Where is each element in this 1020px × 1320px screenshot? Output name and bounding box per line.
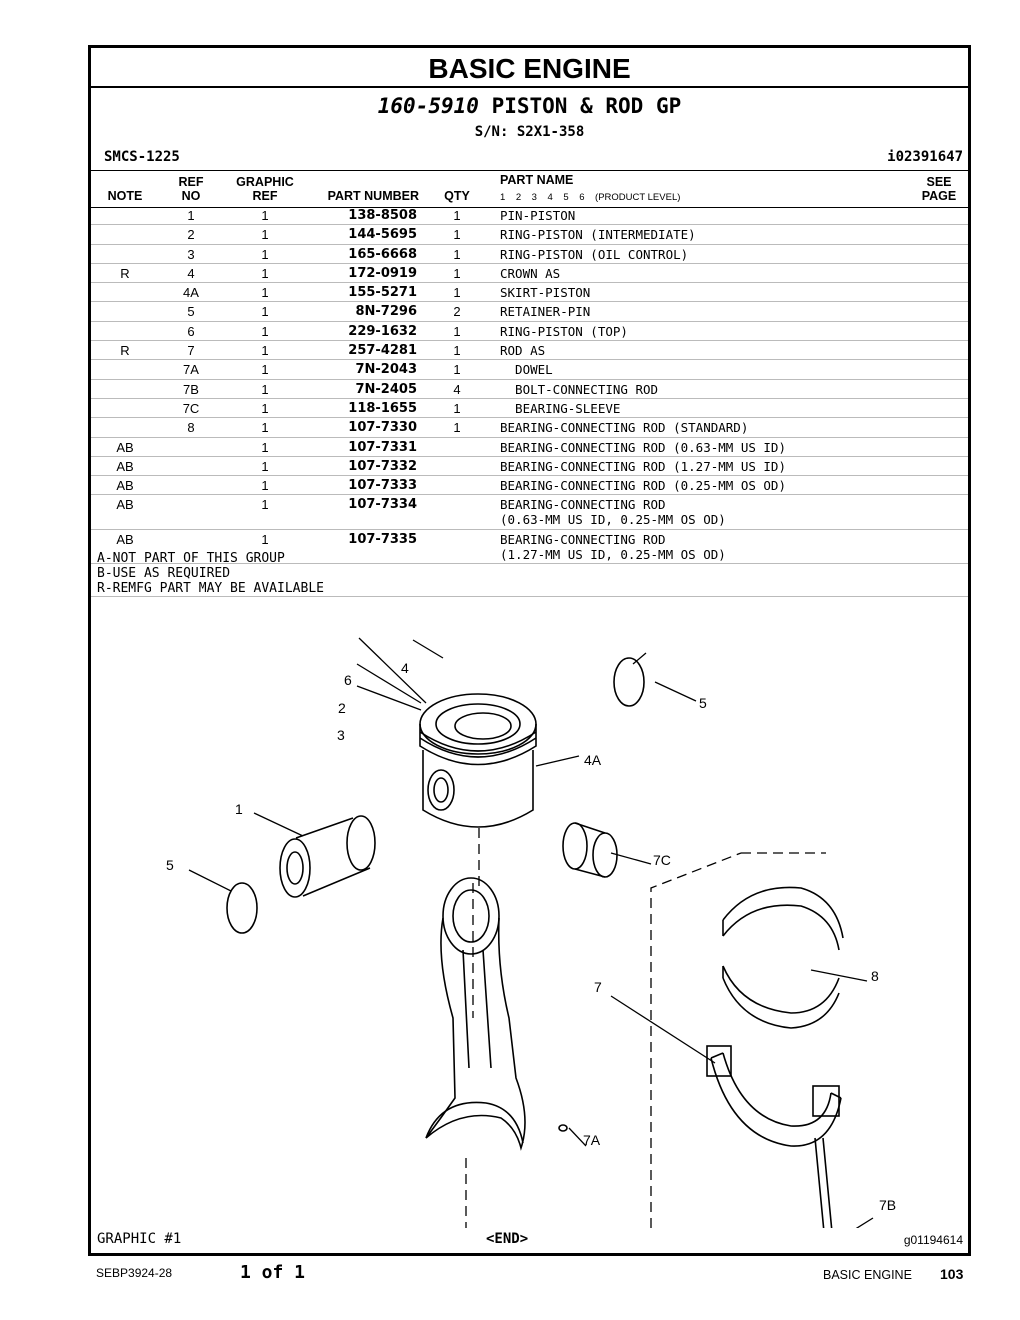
info-id: i02391647 [887, 149, 963, 165]
graphic-ref-cell: 1 [261, 343, 269, 359]
header-see-top: SEE [926, 175, 952, 189]
note-cell: AB [116, 458, 134, 474]
table-row [91, 264, 968, 283]
part-number-cell: 138-8508 [348, 208, 417, 223]
graphic-ref-cell: 1 [261, 304, 269, 320]
footer-doc-number: SEBP3924-28 [96, 1266, 173, 1280]
part-name-cell: CROWN AS [500, 265, 561, 281]
dowel-drawing [559, 1125, 567, 1131]
part-name-cell: BEARING-CONNECTING ROD (0.25-MM OS OD) [500, 478, 786, 494]
header-product-level: 1 2 3 4 5 6 (PRODUCT LEVEL) [500, 192, 681, 203]
part-name-cell: BEARING-CONNECTING ROD (0.63-MM US ID) [500, 439, 786, 455]
graphic-ref-cell: 1 [261, 400, 269, 416]
table-row [91, 457, 968, 476]
table-row [91, 360, 968, 379]
ref-no-cell: 8 [187, 420, 195, 436]
callout-5-right: 5 [699, 695, 707, 711]
table-row [91, 341, 968, 360]
graphic-ref-cell: 1 [261, 531, 269, 547]
graphic-ref-cell: 1 [261, 439, 269, 455]
table-row [91, 399, 968, 418]
part-number-cell: 229-1632 [348, 323, 417, 339]
graphic-label: GRAPHIC #1 [97, 1231, 182, 1247]
ref-no-cell: 7B [183, 381, 199, 397]
smcs-code: SMCS-1225 [104, 149, 180, 165]
part-number-cell: 172-0919 [348, 265, 417, 281]
notes-legend [97, 551, 324, 596]
qty-cell: 2 [453, 304, 461, 320]
ref-no-cell: 4 [187, 265, 195, 281]
part-number-cell: 107-7335 [348, 531, 417, 547]
part-number-cell: 257-4281 [348, 343, 417, 359]
table-row [91, 380, 968, 399]
note-cell: AB [116, 531, 134, 547]
part-name-cell: RETAINER-PIN [500, 304, 591, 320]
part-name-cell: BEARING-CONNECTING ROD (STANDARD) [500, 420, 749, 436]
table-row [91, 418, 968, 437]
note-cell: AB [116, 439, 134, 455]
callout-8: 8 [871, 968, 879, 984]
part-number-cell: 155-5271 [348, 285, 417, 301]
callout-3: 3 [337, 727, 345, 743]
part-name-cell: ROD AS [500, 343, 546, 359]
piston-pin-drawing [280, 816, 375, 897]
table-row [91, 225, 968, 244]
part-number-cell: 144-5695 [348, 227, 417, 243]
note-line: A-NOT PART OF THIS GROUP [97, 551, 285, 566]
part-number-cell: 165-6668 [348, 246, 417, 262]
piston-crown-drawing [420, 694, 536, 765]
callout-7c: 7C [653, 852, 671, 868]
callout-5-left: 5 [166, 857, 174, 873]
note-line: R-REMFG PART MAY BE AVAILABLE [97, 581, 324, 596]
part-number-cell: 7N-2043 [355, 362, 417, 378]
ref-no-cell: 7A [183, 362, 199, 378]
parts-page-frame [88, 45, 971, 1256]
part-name-cell: BEARING-CONNECTING ROD (1.27-MM US ID) [500, 458, 786, 474]
part-name-cell-line2: (0.63-MM US ID, 0.25-MM OS OD) [500, 512, 726, 528]
callout-6: 6 [344, 672, 352, 688]
qty-cell: 1 [453, 265, 461, 281]
note-cell: R [120, 343, 130, 359]
table-header [91, 170, 968, 208]
graphic-ref-cell: 1 [261, 478, 269, 494]
part-name-cell: RING-PISTON (TOP) [500, 323, 628, 339]
graphic-ref-cell: 1 [261, 227, 269, 243]
note-cell: R [120, 265, 130, 281]
header-graphic-top: GRAPHIC [236, 175, 294, 189]
callout-4: 4 [401, 660, 409, 676]
part-name-cell: PIN-PISTON [500, 208, 576, 223]
header-ref-top: REF [178, 175, 204, 189]
group-title [91, 94, 968, 118]
part-number-cell: 107-7332 [348, 458, 417, 474]
part-name-cell: BEARING-SLEEVE [500, 400, 621, 416]
header-ref-bottom: NO [181, 189, 201, 203]
part-number-cell: 7N-2405 [355, 381, 417, 397]
qty-cell: 4 [453, 381, 461, 397]
header-graphic-bottom: REF [252, 189, 278, 203]
table-row [91, 438, 968, 457]
part-name-cell-line2: (1.27-MM US ID, 0.25-MM OS OD) [500, 546, 726, 562]
footer-page-of: 1 of 1 [240, 1262, 306, 1283]
part-name-cell: RING-PISTON (OIL CONTROL) [500, 246, 689, 262]
divider [91, 596, 968, 597]
part-number-cell: 118-1655 [348, 400, 417, 416]
part-number-cell: 107-7334 [348, 497, 417, 513]
callout-7b: 7B [879, 1197, 897, 1213]
graphic-ref-cell: 1 [261, 420, 269, 436]
group-number: 160-5910 [377, 94, 479, 118]
bearing-shells-drawing [723, 887, 843, 1028]
retainer-left-drawing [227, 883, 257, 933]
footer-section: BASIC ENGINE [823, 1268, 912, 1282]
graphic-ref-cell: 1 [261, 362, 269, 378]
callout-2: 2 [338, 700, 346, 716]
graphic-ref-cell: 1 [261, 285, 269, 301]
graphic-ref-cell: 1 [261, 497, 269, 513]
parts-table [91, 206, 968, 564]
qty-cell: 1 [453, 227, 461, 243]
ref-no-cell: 4A [183, 285, 199, 301]
table-row [91, 206, 968, 225]
group-name: PISTON & ROD GP [491, 94, 682, 118]
table-row [91, 322, 968, 341]
graphic-ref-cell: 1 [261, 323, 269, 339]
qty-cell: 1 [453, 400, 461, 416]
header-part-number: PART NUMBER [327, 189, 419, 203]
qty-cell: 1 [453, 323, 461, 339]
ref-no-cell: 2 [187, 227, 195, 243]
ref-no-cell: 7 [187, 343, 195, 359]
qty-cell: 1 [453, 362, 461, 378]
ref-no-cell: 7C [182, 400, 200, 416]
callout-7a: 7A [583, 1132, 601, 1148]
part-number-cell: 8N-7296 [355, 304, 417, 320]
section-title: BASIC ENGINE [91, 48, 968, 88]
header-note: NOTE [107, 189, 143, 203]
note-cell: AB [116, 478, 134, 494]
exploded-diagram [91, 598, 968, 1228]
table-row [91, 302, 968, 321]
note-cell: AB [116, 497, 134, 513]
callout-1: 1 [235, 801, 243, 817]
rod-cap-drawing [707, 1046, 841, 1146]
table-row [91, 283, 968, 302]
ref-no-cell: 5 [187, 304, 195, 320]
graphic-ref-cell: 1 [261, 381, 269, 397]
part-number-cell: 107-7330 [348, 420, 417, 436]
header-part-name: PART NAME [500, 173, 574, 187]
ref-no-cell: 3 [187, 246, 195, 262]
graphic-ref-cell: 1 [261, 246, 269, 262]
ref-no-cell: 6 [187, 323, 195, 339]
end-label: <END> [486, 1231, 529, 1247]
table-row [91, 495, 968, 530]
graphic-ref-cell: 1 [261, 208, 269, 223]
part-name-cell: BEARING-CONNECTING ROD [500, 497, 666, 513]
header-qty: QTY [444, 189, 470, 203]
retainer-right-drawing [614, 658, 644, 706]
header-see-bottom: PAGE [921, 189, 957, 203]
footer-page-number: 103 [940, 1266, 964, 1282]
callout-4a: 4A [584, 752, 602, 768]
rod-bolt-drawing [815, 1138, 840, 1228]
part-name-cell: BEARING-CONNECTING ROD [500, 531, 666, 547]
graphic-ref-cell: 1 [261, 265, 269, 281]
sleeve-bearing-drawing [563, 823, 617, 877]
serial-number: S/N: S2X1-358 [474, 124, 585, 140]
graphic-ref-cell: 1 [261, 458, 269, 474]
note-line: B-USE AS REQUIRED [97, 566, 231, 581]
graphic-id: g01194614 [903, 1233, 963, 1247]
qty-cell: 1 [453, 285, 461, 301]
part-name-cell: DOWEL [500, 362, 553, 378]
qty-cell: 1 [453, 343, 461, 359]
part-name-cell: RING-PISTON (INTERMEDIATE) [500, 227, 696, 243]
ref-no-cell: 1 [187, 208, 195, 223]
qty-cell: 1 [453, 208, 461, 223]
qty-cell: 1 [453, 246, 461, 262]
piston-skirt-drawing [423, 750, 533, 827]
part-name-cell: SKIRT-PISTON [500, 285, 591, 301]
part-number-cell: 107-7331 [348, 439, 417, 455]
callout-7: 7 [594, 979, 602, 995]
part-number-cell: 107-7333 [348, 478, 417, 494]
qty-cell: 1 [453, 420, 461, 436]
part-name-cell: BOLT-CONNECTING ROD [500, 381, 659, 397]
connecting-rod-drawing [426, 878, 525, 1148]
table-row [91, 476, 968, 495]
table-row [91, 245, 968, 264]
